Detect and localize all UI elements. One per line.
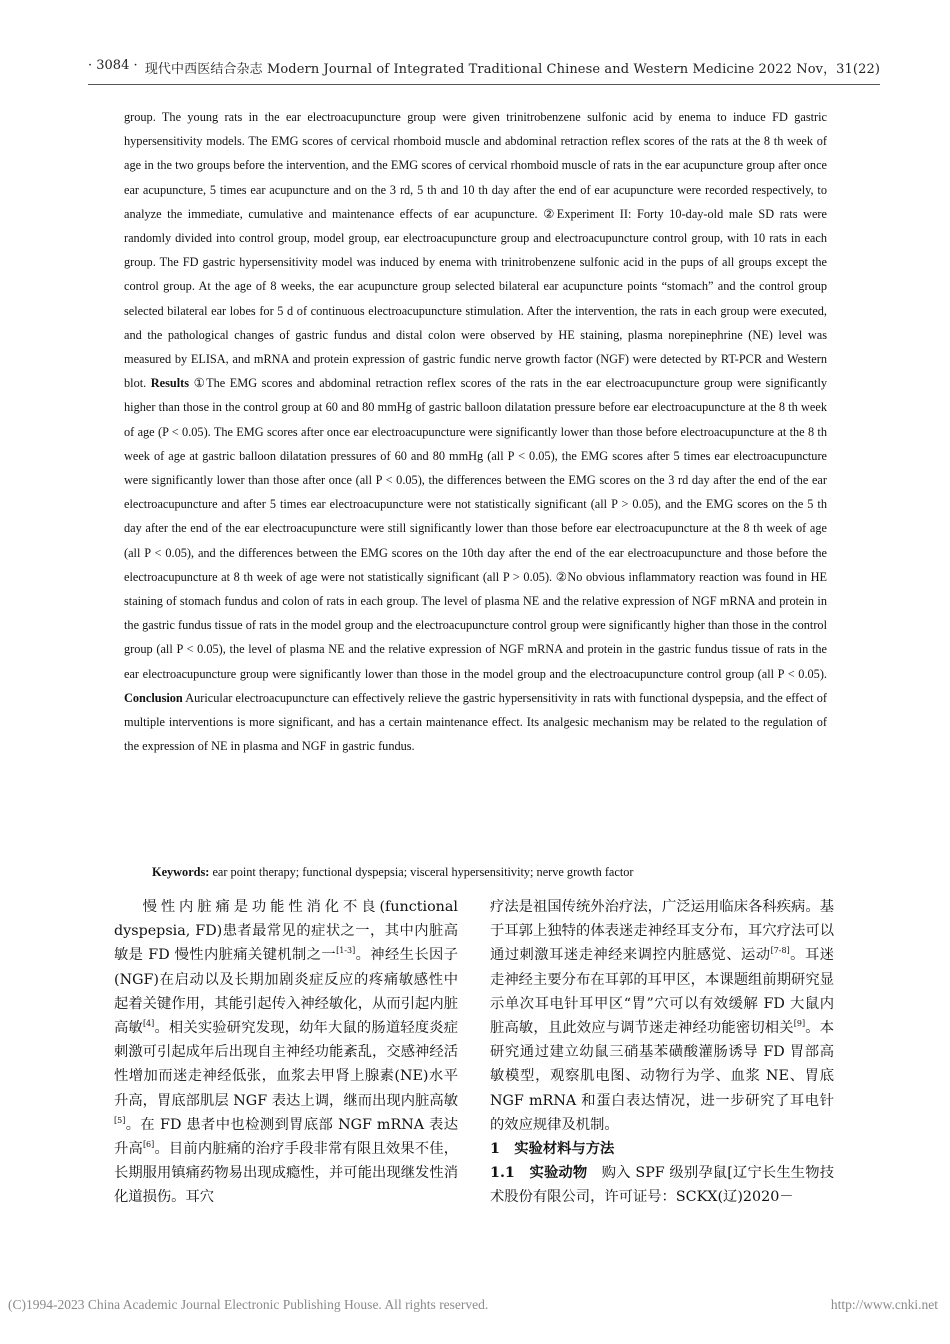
page-header	[88, 58, 880, 78]
citation[interactable]: [7-8]	[770, 946, 790, 956]
intro-text: 。在 FD 患者中也检测到胃底部 NGF mRNA 表达升高	[114, 1116, 458, 1158]
page-footer	[8, 1297, 938, 1313]
intro-text: 。耳迷走神经主要分布在耳郭的耳甲区，本课题组前期研究显示单次耳电针耳甲区“胃”穴可以有效缓解 FD 大鼠内脏高敏，且此效应与调节迷走神经功能密切相关	[490, 947, 835, 1037]
page-number: · 3084 ·	[88, 58, 138, 73]
abstract-methods: group. The young rats in the ear electroacupuncture group were given trinitrobenzene sulfonic acid by enema to induce FD gastric hypersensitivity models. The EMG scores of cervical rhomboid muscle and abdominal retraction reflex scores of the rats at the 8 th week of age in the two groups before the intervention, and the EMG scores of cervical rhomboid muscle of rats in the ear acupuncture group after once ear acupuncture, 5 times ear acupuncture and on the 3 rd, 5 th and 10 th day after the end of ear acupuncture were recorded respectively, to analyze the immediate, cumulative and maintenance effects of ear acupuncture. ②Experiment II: Forty 10-day-old male SD rats were randomly divided into control group, model group, ear electroacupuncture group and electroacupuncture control group, with 10 rats in each group. The FD gastric hypersensitivity model was induced by enema with trinitrobenzene sulfonic acid in the pups of all groups except the control group. At the age of 8 weeks, the ear acupuncture group selected bilateral ear acupuncture points “stomach” and the control group selected bilateral ear lobes for 5 d of continuous electroacupuncture stimulation. After the intervention, the rats in each group were executed, and the pathological changes of gastric fundus and distal colon were observed by HE staining, plasma norepinephrine (NE) level was measured by ELISA, and mRNA and protein expression of gastric fundic nerve growth factor (NGF) were detected by RT-PCR and Western blot.	[124, 110, 827, 391]
citation[interactable]: [1-3]	[336, 946, 356, 956]
intro-text: 。目前内脏痛的治疗手段非常有限且效果不佳，长期服用镇痛药物易出现成瘾性，并可能出现继发性消化道损伤。耳穴	[114, 1141, 459, 1206]
citation[interactable]: [5]	[114, 1116, 126, 1126]
intro-text: 慢性内脏痛是功能性消化不良(functional dyspepsia, FD)患者最常见的症状之一，其中内脏高敏是 FD 慢性内脏痛关键机制之一	[114, 899, 458, 964]
abstract-conclusion: Auricular electroacupuncture can effectively relieve the gastric hypersensitivity in rats with functional dyspepsia, and the effect of multiple interventions is more significant, and has a certain maintenance effect. Its analgesic mechanism may be related to the regulation of the expression of NE in plasma and NGF in gastric fundus.	[124, 690, 827, 754]
intro-paragraph	[490, 895, 834, 1137]
keywords-label: Keywords:	[152, 865, 210, 879]
results-label: Results	[150, 376, 190, 391]
header-rule	[88, 84, 880, 85]
conclusion-label: Conclusion	[124, 690, 183, 705]
section-heading: 1 实验材料与方法	[490, 1141, 615, 1158]
intro-text: 。本研究通过建立幼鼠三硝基苯磺酸灌肠诱导 FD 胃部高敏模型，观察肌电图、动物行为学、血浆 NE、胃底 NGF mRNA 和蛋白表达情况，进一步研究了耳电针的效应规律及机制。	[490, 1020, 835, 1133]
copyright-notice: (C)1994-2023 China Academic Journal Electronic Publishing House. All rights reserved.	[8, 1297, 489, 1312]
intro-left-column	[114, 895, 458, 1210]
subsection-text: 购入 SPF 级别孕鼠[辽宁长生生物技术股份有限公司，许可证号：SCKX(辽)2020－	[490, 1165, 835, 1206]
citation[interactable]: [9]	[793, 1019, 806, 1029]
subsection-heading: 1.1 实验动物	[490, 1165, 588, 1182]
intro-text: 。相关实验研究发现，幼年大鼠的肠道轻度炎症刺激可引起成年后出现自主神经功能紊乱，交感神经活性增加而迷走神经低张，血浆去甲肾上腺素(NE)水平升高，胃底部肌层 NGF 表达上调，继而出现内脏高敏	[114, 1020, 459, 1109]
intro-right-column	[490, 895, 834, 1210]
intro-text: 疗法是祖国传统外治疗法，广泛运用临床各科疾病。基于耳郭上独特的体表迷走神经耳支分布，耳穴疗法可以通过刺激耳迷走神经来调控内脏感觉、运动	[490, 899, 834, 964]
journal-title: 现代中西医结合杂志 Modern Journal of Integrated Traditional Chinese and Western Medicine 2022 Nov，31(22)	[144, 62, 880, 77]
citation[interactable]: [4]	[142, 1019, 155, 1029]
abstract-results: ①The EMG scores and abdominal retraction reflex scores of the rats in the ear electroacupuncture group were significantly higher than those in the control group at 60 and 80 mmHg of gastric balloon dilatation pressure before ear electroacupuncture at the 8 th week of age (P < 0.05). The EMG scores after once ear electroacupuncture were significantly lower than those before electroacupuncture at the 8 th week of age at gastric balloon dilatation pressures of 60 and 80 mmHg (all P < 0.05), the EMG scores after 5 times ear electroacupuncture were significantly lower than those after once (all P < 0.05), the differences between the EMG scores on the 3 rd day after the end of the ear electroacupuncture and after 5 times ear electroacupuncture were not statistically significant (all P > 0.05), and the EMG scores on the 5 th day after the end of the ear electroacupuncture were still significantly lower than those before ear electroacupuncture at the 8 th week of age (all P < 0.05), and the differences between the EMG scores on the 10th day after the end of the ear electroacupuncture and those before the electroacupuncture at 8 th week of age were not statistically significant (all P > 0.05). ②No obvious inflammatory reaction was found in HE staining of stomach fundus and colon of rats in each group. The level of plasma NE and the relative expression of NGF mRNA and protein in the gastric fundus tissue of rats in the model group and the electroacupuncture control group were significantly higher than those in the control group (all P < 0.05), the level of plasma NE and the relative expression of NGF mRNA and protein in the gastric fundus tissue of rats in the ear electroacupuncture group were significantly lower than those in the model group and the electroacupuncture control group (all P < 0.05).	[124, 376, 828, 681]
subsection-paragraph	[490, 1161, 834, 1209]
footer-link[interactable]: http://www.cnki.net	[830, 1297, 938, 1312]
abstract-text	[124, 105, 827, 758]
citation[interactable]: [6]	[142, 1140, 155, 1150]
keywords	[152, 862, 852, 882]
keywords-text: ear point therapy; functional dyspepsia; visceral hypersensitivity; nerve growth factor	[212, 865, 634, 879]
intro-text: 。神经生长因子(NGF)在启动以及长期加剧炎症反应的疼痛敏感性中起着关键作用，其能引起传入神经敏化，从而引起内脏高敏	[114, 947, 458, 1037]
